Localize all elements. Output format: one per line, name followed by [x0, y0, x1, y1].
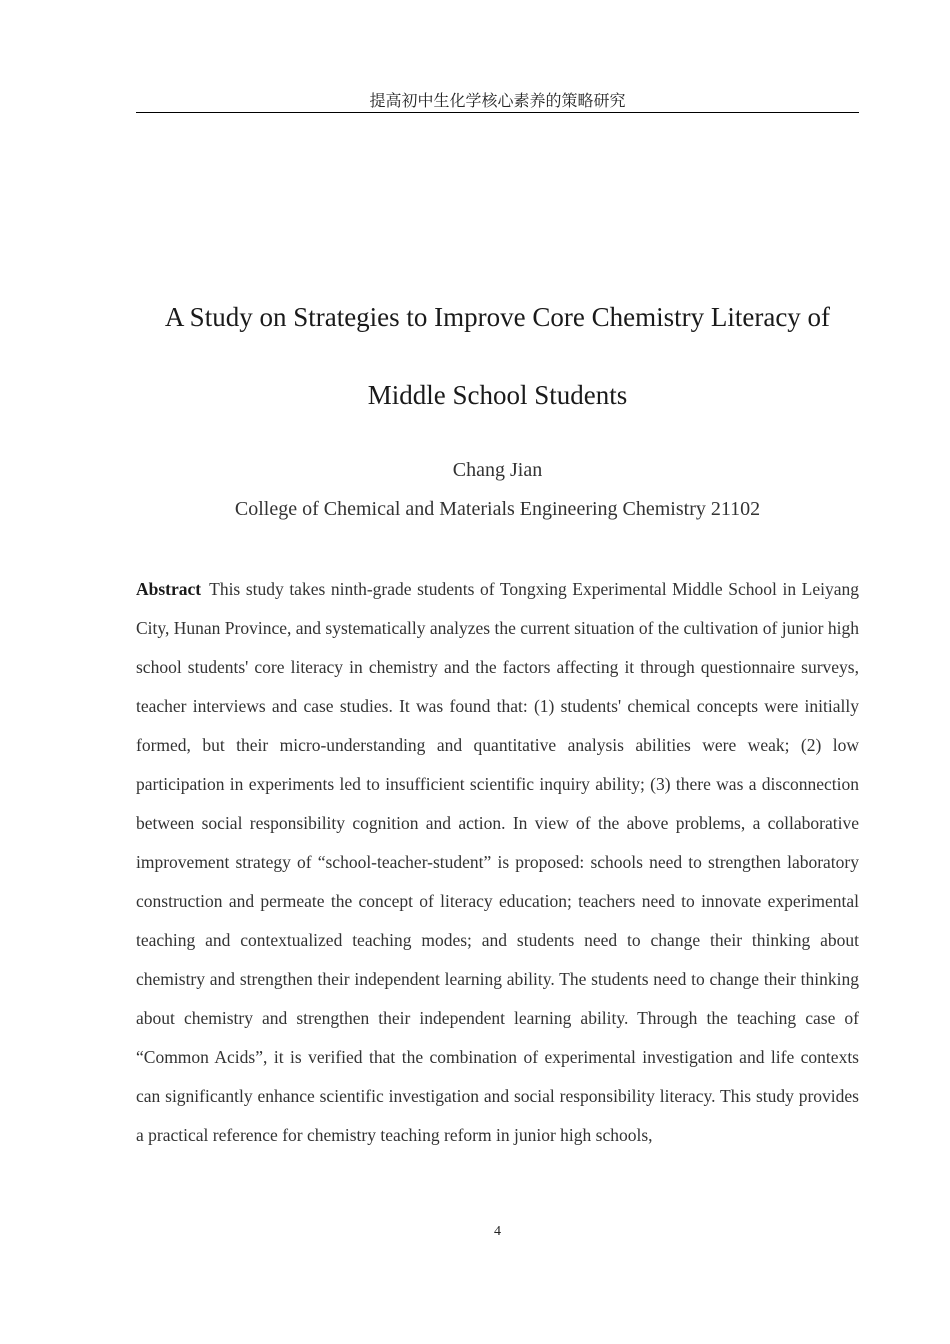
- abstract-section: [136, 570, 859, 1155]
- title-line-2: Middle School Students: [367, 380, 628, 410]
- author-name: Chang Jian: [452, 459, 543, 481]
- abstract-label: Abstract: [136, 579, 202, 599]
- page-number: 4: [494, 1224, 501, 1239]
- author-affiliation: College of Chemical and Materials Engineering Chemistry 21102: [234, 498, 761, 520]
- running-header: 提高初中生化学核心素养的策略研究: [136, 90, 859, 113]
- title-line-1: A Study on Strategies to Improve Core Chemistry Literacy of: [164, 302, 831, 332]
- paper-title: [100, 278, 895, 434]
- abstract-body: This study takes ninth-grade students of Tongxing Experimental Middle School in Leiyang City, Hunan Province, and systematically analyzes the current situation of the cultivation of junior high school students' core literacy in chemistry and the factors affecting it through questionnaire surveys, teacher interviews and case studies. It was found that: (1) students' chemical concepts were initially formed, but their micro-understanding and quantitative analysis abilities were weak; (2) low participation in experiments led to insufficient scientific inquiry ability; (3) there was a disconnection between social responsibility cognition and action. In view of the above problems, a collaborative improvement strategy of “school-teacher-student” is proposed: schools need to strengthen laboratory construction and permeate the concept of literacy education; teachers need to innovate experimental teaching and contextualized teaching modes; and students need to change their thinking about chemistry and strengthen their independent learning ability. The students need to change their thinking about chemistry and strengthen their independent learning ability. Through the teaching case of “Common Acids”, it is verified that the combination of experimental investigation and life contexts can significantly enhance scientific investigation and social responsibility literacy. This study provides a practical reference for chemistry teaching reform in junior high schools,: [136, 579, 859, 1145]
